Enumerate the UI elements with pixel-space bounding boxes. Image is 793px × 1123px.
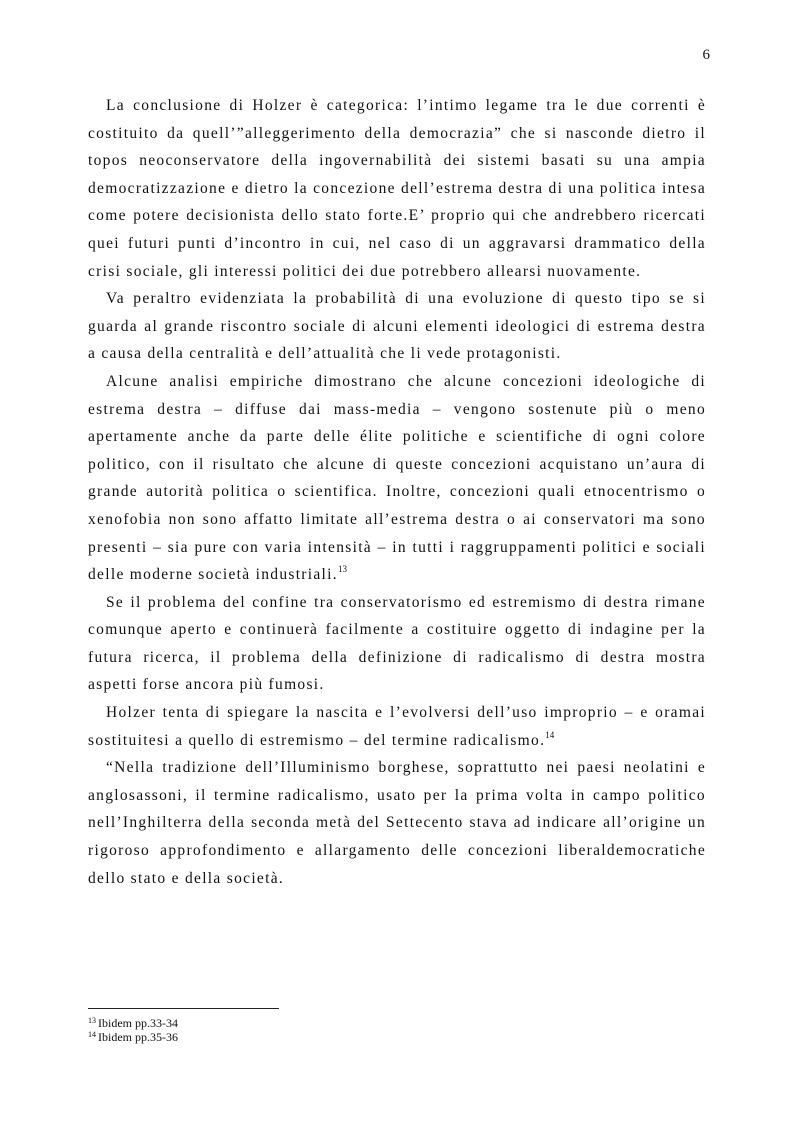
footnote-text: Ibidem pp.33-34: [98, 1016, 178, 1030]
body-text: [88, 92, 706, 892]
footnote-text: Ibidem pp.35-36: [98, 1030, 178, 1044]
footnote-number: 13: [88, 1016, 96, 1025]
paragraph-text: Se il problema del confine tra conservatorismo ed estremismo di destra rimane comunque aperto e continuerà facilmente a costituire oggetto di indagine per la futura ricerca, il problema della definizione di radicalismo di destra mostra aspetti forse ancora più fumosi.: [88, 593, 706, 694]
footnote-reference[interactable]: 13: [337, 564, 347, 575]
footnote-divider: [88, 1008, 279, 1009]
paragraph-text: Alcune analisi empiriche dimostrano che alcune concezioni ideologiche di estrema destra – diffuse dai mass-media – vengono sostenute più o meno apertamente anche da parte delle élite politiche e scientifiche di ogni colore politico, con il risultato che alcune di queste concezioni acquistano un’aura di grande autorità politica o scientifica. Inoltre, concezioni quali etnocentrismo o xenofobia non sono affatto limitate all’estrema destra o ai conservatori ma sono presenti – sia pure con varia intensità – in tutti i raggruppamenti politici e sociali delle moderne società industriali.: [88, 372, 706, 584]
paragraph: [88, 285, 706, 368]
paragraph: [88, 368, 706, 589]
paragraph-text: La conclusione di Holzer è categorica: l’intimo legame tra le due correnti è costituito da quell’”alleggerimento della democrazia” che si nasconde dietro il topos neoconservatore della ingovernabilità dei sistemi basati su una ampia democratizzazione e dietro la concezione dell’estrema destra di una politica intesa come potere decisionista dello stato forte.E’ proprio qui che andrebbero ricercati quei futuri punti d’incontro in cui, nel caso di un aggravarsi drammatico della crisi sociale, gli interessi politici dei due potrebbero allearsi nuovamente.: [88, 97, 706, 280]
paragraph: [88, 589, 706, 699]
paragraph-text: “Nella tradizione dell’Illuminismo borghese, soprattutto nei paesi neolatini e anglosassoni, il termine radicalismo, usato per la prima volta in campo politico nell’Inghilterra della seconda metà del Settecento stava ad indicare all’origine un rigoroso approfondimento e allargamento delle concezioni liberaldemocratiche dello stato e della società.: [88, 759, 706, 887]
paragraph-text: Holzer tenta di spiegare la nascita e l’evolversi dell’uso improprio – e oramai sostituitesi a quello di estremismo – del termine radicalismo.: [88, 704, 706, 749]
footnote-number: 14: [88, 1030, 96, 1039]
paragraph: [88, 754, 706, 892]
paragraph-text: Va peraltro evidenziata la probabilità di una evoluzione di questo tipo se si guarda al grande riscontro sociale di alcuni elementi ideologici di estrema destra a causa della centralità e dell’attualità che li vede protagonisti.: [88, 290, 706, 363]
footnotes: [88, 1016, 488, 1044]
page-number: 6: [702, 47, 710, 63]
footnote: [88, 1016, 488, 1030]
paragraph: [88, 92, 706, 285]
footnote: [88, 1030, 488, 1044]
footnote-reference[interactable]: 14: [545, 729, 555, 740]
paragraph: [88, 699, 706, 754]
